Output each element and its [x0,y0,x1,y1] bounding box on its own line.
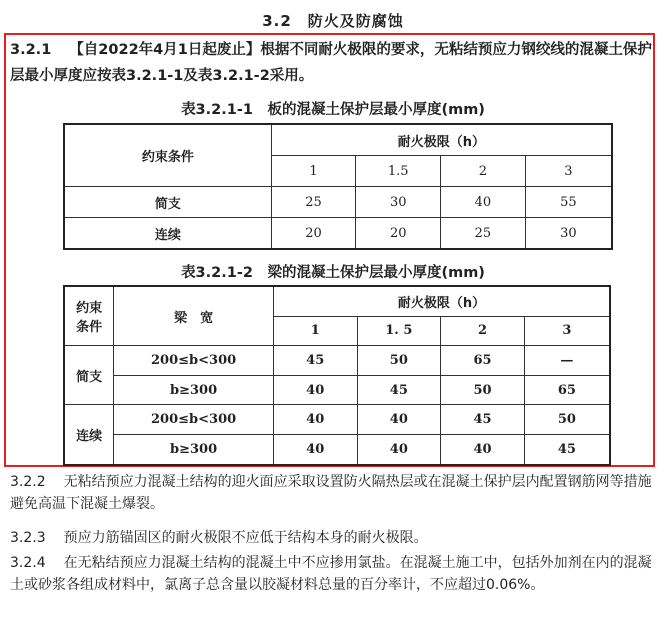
fire-col-1-5: 1.5 [356,156,441,187]
fire-col-1: 1 [273,316,357,346]
table-row [64,405,610,435]
cell: 65 [524,375,610,405]
fire-col-3: 3 [524,316,610,346]
table-row [64,375,610,405]
cell: 55 [525,187,612,218]
cell: 20 [271,218,356,250]
cell: 45 [273,346,357,376]
header-beam-width: 梁 宽 [114,286,274,346]
table-row [64,434,610,464]
table-row [64,346,610,376]
clause-text: 在无粘结预应力混凝土结构的混凝土中不应掺用氯盐。在混凝土施工中，包括外加剂在内的混凝土或砂浆各组成材料中，氯离子总含量以胶凝材料总量的百分率计，不应超过0.06%。 [10,555,652,593]
header-constraint-line2: 条件 [76,320,103,336]
fire-col-1-5: 1. 5 [357,316,441,346]
cell: 50 [357,346,441,376]
clause-3-2-2 [10,471,660,515]
header-fire-limit: 耐火极限（h） [273,286,610,316]
table-beam-cover [63,285,611,466]
fire-col-3: 3 [525,156,612,187]
beam-width: 200≤b<300 [114,346,274,376]
table-slab-cover [63,123,613,250]
cell: 45 [357,375,441,405]
header-fire-limit: 耐火极限（h） [271,124,612,156]
fire-col-1: 1 [271,156,356,187]
group-label: 简支 [64,346,114,405]
table-row [64,187,612,218]
fire-col-2: 2 [441,316,525,346]
cell: 25 [441,218,526,250]
clause-number: 3.2.4 [10,555,46,571]
cell: 40 [273,405,357,435]
cell: 40 [441,187,526,218]
clause-number: 3.2.3 [10,530,46,546]
group-label: 连续 [64,405,114,465]
cell: 45 [524,434,610,464]
clause-3-2-3 [10,527,660,549]
clause-text: 无粘结预应力混凝土结构的迎火面应采取设置防火隔热层或在混凝土保护层内配置钢筋网等措施避免高温下混凝土爆裂。 [10,474,652,512]
cell: 40 [357,405,441,435]
clause-3-2-1 [10,37,656,89]
cell: 40 [273,434,357,464]
beam-width: b≥300 [114,434,274,464]
cell: 40 [357,434,441,464]
row-label: 连续 [64,218,271,250]
header-constraint [64,286,114,346]
cell: 30 [525,218,612,250]
header-constraint-line1: 约束 [76,301,103,317]
fire-col-2: 2 [441,156,526,187]
row-label: 简支 [64,187,271,218]
beam-width: b≥300 [114,375,274,405]
table1-caption: 表3.2.1-1 板的混凝土保护层最小厚度(mm) [181,102,485,118]
cell: 65 [441,346,525,376]
cell: 30 [356,187,441,218]
beam-width: 200≤b<300 [114,405,274,435]
table2-caption: 表3.2.1-2 梁的混凝土保护层最小厚度(mm) [181,265,485,281]
cell: 50 [441,375,525,405]
cell: 25 [271,187,356,218]
cell: 20 [356,218,441,250]
header-constraint: 约束条件 [64,124,271,187]
clause-number: 3.2.2 [10,474,46,490]
cell: — [524,346,610,376]
clause-text: 预应力筋锚固区的耐火极限不应低于结构本身的耐火极限。 [63,530,428,546]
cell: 45 [441,405,525,435]
clause-text: 【自2022年4月1日起废止】根据不同耐火极限的要求，无粘结预应力钢绞线的混凝土保护层最小厚度应按表3.2.1-1及表3.2.1-2采用。 [10,42,652,84]
cell: 50 [524,405,610,435]
cell: 40 [441,434,525,464]
clause-3-2-4 [10,552,660,596]
cell: 40 [273,375,357,405]
clause-number: 3.2.1 [10,42,52,58]
section-heading: 3.2 防火及防腐蚀 [262,12,404,30]
table-row [64,218,612,250]
